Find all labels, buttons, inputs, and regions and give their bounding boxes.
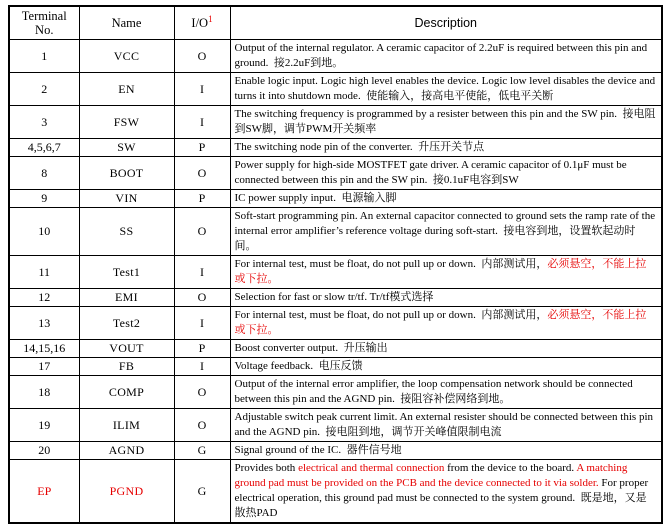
table-row: [9, 442, 662, 460]
pin-description-table-wrapper: [8, 5, 663, 524]
pin-name-cell: COMP: [79, 376, 174, 409]
description-cell: [230, 307, 662, 340]
terminal-no-cell: 12: [9, 289, 79, 307]
table-row: [9, 157, 662, 190]
io-cell: P: [174, 139, 230, 157]
description-text: Voltage feedback. 电压反馈: [234, 360, 363, 372]
description-cell: [230, 460, 662, 524]
terminal-no-cell: 13: [9, 307, 79, 340]
table-row: [9, 289, 662, 307]
description-text: Enable logic input. Logic high level enables the device. Logic low level disables the device and turns it into shutdown mode. 使能输入，接高电平使能，低电平关断: [234, 75, 658, 102]
description-text: The switching node pin of the converter. 升压开关节点: [234, 141, 485, 153]
io-cell: O: [174, 409, 230, 442]
terminal-no-cell: 19: [9, 409, 79, 442]
terminal-no-cell: 8: [9, 157, 79, 190]
io-cell: I: [174, 307, 230, 340]
pin-name-cell: AGND: [79, 442, 174, 460]
pin-name-cell: PGND: [79, 460, 174, 524]
description-text: Signal ground of the IC. 器件信号地: [234, 444, 402, 456]
description-red-text: A matching ground pad must be provided on the PCB and the device connected to it via solder.: [234, 462, 631, 489]
description-cell: [230, 208, 662, 256]
description-text: Provides both: [234, 462, 299, 474]
io-cell: O: [174, 376, 230, 409]
description-text: Output of the internal error amplifier, the loop compensation network should be connected between this pin and the AGND pin. 接阻容补偿网络到地。: [234, 378, 636, 405]
description-text: Boost converter output. 升压输出: [234, 342, 388, 354]
terminal-no-cell: 18: [9, 376, 79, 409]
pin-name-cell: VCC: [79, 40, 174, 73]
col-header-description: Description: [230, 6, 662, 40]
table-row: [9, 106, 662, 139]
table-row: [9, 358, 662, 376]
io-footnote-marker: 1: [208, 13, 213, 24]
description-cell: [230, 256, 662, 289]
terminal-no-cell: 17: [9, 358, 79, 376]
description-cell: [230, 190, 662, 208]
col-header-terminal-line1: Terminal: [21, 9, 67, 23]
description-text: Power supply for high-side MOSTFET gate driver. A ceramic capacitor of 0.1μF must be connected between this pin and the SW pin. 接0.1uF电容到SW: [234, 159, 630, 186]
io-cell: P: [174, 190, 230, 208]
terminal-no-cell: 10: [9, 208, 79, 256]
description-cell: [230, 106, 662, 139]
io-cell: I: [174, 106, 230, 139]
table-row: [9, 208, 662, 256]
table-row: [9, 340, 662, 358]
description-red-text: 必须悬空，不能上拉或下拉。: [234, 309, 647, 336]
description-cell: [230, 289, 662, 307]
io-cell: O: [174, 289, 230, 307]
terminal-no-cell: 1: [9, 40, 79, 73]
io-cell: G: [174, 460, 230, 524]
io-cell: I: [174, 358, 230, 376]
description-cell: [230, 442, 662, 460]
description-text: from the device to the board.: [444, 462, 577, 474]
terminal-no-cell: EP: [9, 460, 79, 524]
description-cell: [230, 358, 662, 376]
description-text: For internal test, must be float, do not pull up or down. 内部测试用，: [234, 258, 548, 270]
description-text: Soft-start programming pin. An external capacitor connected to ground sets the ramp rate of the internal error amplifier’s reference voltage during soft-start. 接电容到地，设置软起动时间。: [234, 210, 658, 252]
col-header-io: [174, 6, 230, 40]
description-text: The switching frequency is programmed by a resister between this pin and the SW pin. 接电阻到SW脚，调节PWM开关频率: [234, 108, 656, 135]
table-body: [9, 40, 662, 524]
table-row: [9, 376, 662, 409]
description-red-text: 必须悬空，不能上拉或下拉。: [234, 258, 647, 285]
col-header-terminal-no: [9, 6, 79, 40]
description-text: For proper electrical operation, this ground pad must be connected to the system ground. 既是地，又是散热PAD: [234, 477, 651, 519]
pin-name-cell: EN: [79, 73, 174, 106]
pin-name-cell: BOOT: [79, 157, 174, 190]
description-cell: [230, 139, 662, 157]
pin-name-cell: Test1: [79, 256, 174, 289]
terminal-no-cell: 2: [9, 73, 79, 106]
terminal-no-cell: 14,15,16: [9, 340, 79, 358]
io-cell: O: [174, 157, 230, 190]
description-text: Output of the internal regulator. A ceramic capacitor of 2.2uF is required between this pin and ground. 接2.2uF到地。: [234, 42, 650, 69]
terminal-no-cell: 11: [9, 256, 79, 289]
description-cell: [230, 40, 662, 73]
terminal-no-cell: 3: [9, 106, 79, 139]
pin-description-table: [8, 5, 663, 524]
pin-name-cell: VIN: [79, 190, 174, 208]
description-text: Adjustable switch peak current limit. An external resister should be connected between this pin and the AGND pin. 接电阻到地，调节开关峰值限制电流: [234, 411, 656, 438]
description-text: Selection for fast or slow tr/tf. Tr/tf模式选择: [234, 291, 434, 303]
description-cell: [230, 409, 662, 442]
table-row: [9, 409, 662, 442]
io-cell: I: [174, 256, 230, 289]
io-cell: O: [174, 40, 230, 73]
pin-name-cell: FB: [79, 358, 174, 376]
io-cell: G: [174, 442, 230, 460]
description-cell: [230, 376, 662, 409]
terminal-no-cell: 4,5,6,7: [9, 139, 79, 157]
terminal-no-cell: 9: [9, 190, 79, 208]
description-red-text: electrical and thermal connection: [298, 462, 445, 474]
description-cell: [230, 340, 662, 358]
col-header-name: Name: [79, 6, 174, 40]
description-text: For internal test, must be float, do not pull up or down. 内部测试用，: [234, 309, 548, 321]
io-cell: I: [174, 73, 230, 106]
pin-name-cell: FSW: [79, 106, 174, 139]
io-cell: O: [174, 208, 230, 256]
header-row: [9, 6, 662, 40]
pin-name-cell: EMI: [79, 289, 174, 307]
table-row: [9, 190, 662, 208]
pin-name-cell: SW: [79, 139, 174, 157]
pin-name-cell: ILIM: [79, 409, 174, 442]
io-cell: P: [174, 340, 230, 358]
description-cell: [230, 73, 662, 106]
table-row: [9, 73, 662, 106]
table-row: [9, 139, 662, 157]
io-label: I/O: [191, 16, 209, 30]
table-row: [9, 307, 662, 340]
pin-name-cell: Test2: [79, 307, 174, 340]
description-cell: [230, 157, 662, 190]
table-row: [9, 256, 662, 289]
description-text: IC power supply input. 电源输入脚: [234, 192, 397, 204]
terminal-no-cell: 20: [9, 442, 79, 460]
pin-name-cell: SS: [79, 208, 174, 256]
table-row: [9, 40, 662, 73]
col-header-terminal-line2: No.: [35, 23, 54, 37]
pin-name-cell: VOUT: [79, 340, 174, 358]
table-row: [9, 460, 662, 524]
